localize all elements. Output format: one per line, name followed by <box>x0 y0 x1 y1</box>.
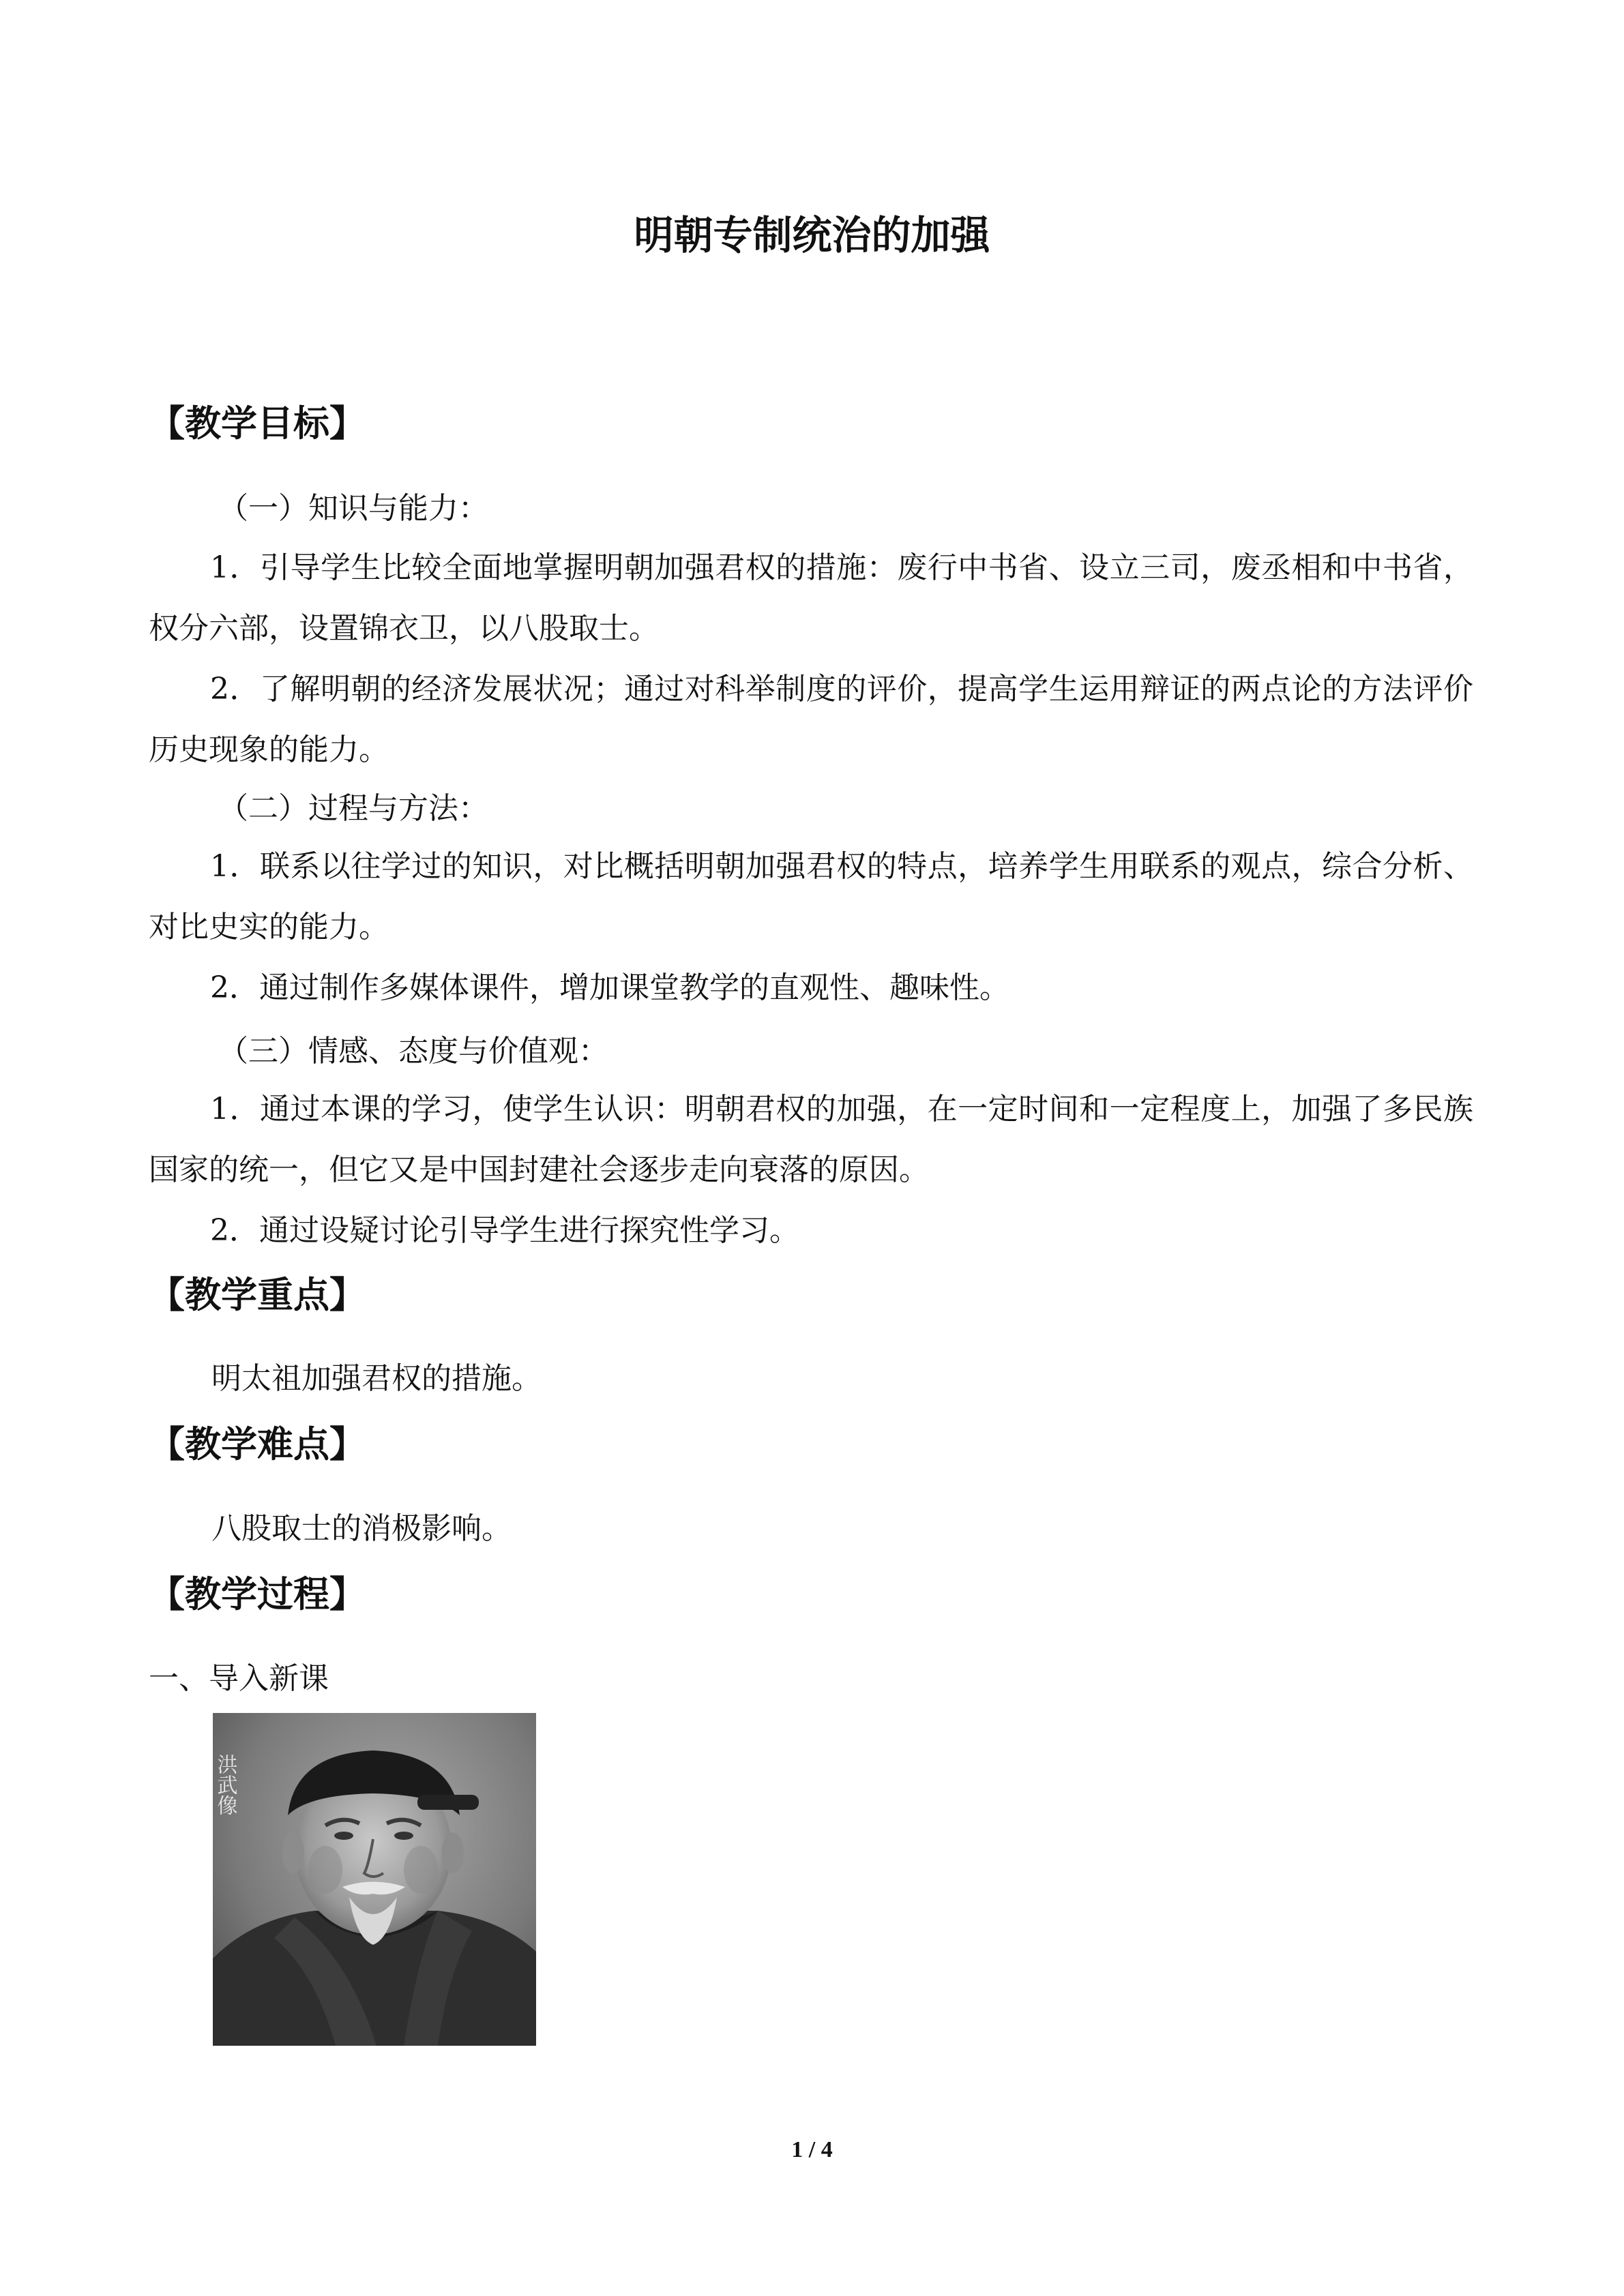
subheading-process: （二）过程与方法： <box>218 791 488 826</box>
portrait-drawing <box>213 1713 536 2046</box>
heading-key-point: 【教学重点】 <box>149 1274 366 1316</box>
paragraph-process-2: 2．通过制作多媒体课件，增加课堂教学的直观性、趣味性。 <box>210 970 1009 1005</box>
paragraph-emotion-2: 2．通过设疑讨论引导学生进行探究性学习。 <box>210 1213 799 1248</box>
heading-objectives: 【教学目标】 <box>149 403 366 445</box>
document-title: 明朝专制统治的加强 <box>634 212 990 258</box>
difficulty-text: 八股取士的消极影响。 <box>211 1511 512 1546</box>
paragraph-knowledge-1: 1．引导学生比较全面地掌握明朝加强君权的措施：废行中书省、设立三司，废丞相和中书省，权分六部，设置锦衣卫，以八股取士。 <box>149 550 1473 646</box>
subheading-emotion: （三）情感、态度与价值观： <box>218 1034 608 1069</box>
portrait-image <box>213 1713 536 2046</box>
key-point-text: 明太祖加强君权的措施。 <box>211 1361 542 1396</box>
process-step-1: 一、导入新课 <box>149 1661 329 1696</box>
paragraph-emotion-1: 1．通过本课的学习，使学生认识：明朝君权的加强，在一定时间和一定程度上，加强了多民族国家的统一，但它又是中国封建社会逐步走向衰落的原因。 <box>149 1092 1473 1187</box>
paragraph-process-1: 1．联系以往学过的知识，对比概括明朝加强君权的特点，培养学生用联系的观点，综合分析、对比史实的能力。 <box>149 849 1473 944</box>
portrait-inscription: 洪武像 <box>213 1754 237 1815</box>
heading-process: 【教学过程】 <box>149 1574 366 1615</box>
subheading-knowledge: （一）知识与能力： <box>218 491 488 526</box>
page-number: 1 / 4 <box>791 2137 833 2162</box>
heading-difficulty: 【教学难点】 <box>149 1424 366 1465</box>
paragraph-knowledge-2: 2．了解明朝的经济发展状况；通过对科举制度的评价，提高学生运用辩证的两点论的方法评价历史现象的能力。 <box>149 672 1473 767</box>
